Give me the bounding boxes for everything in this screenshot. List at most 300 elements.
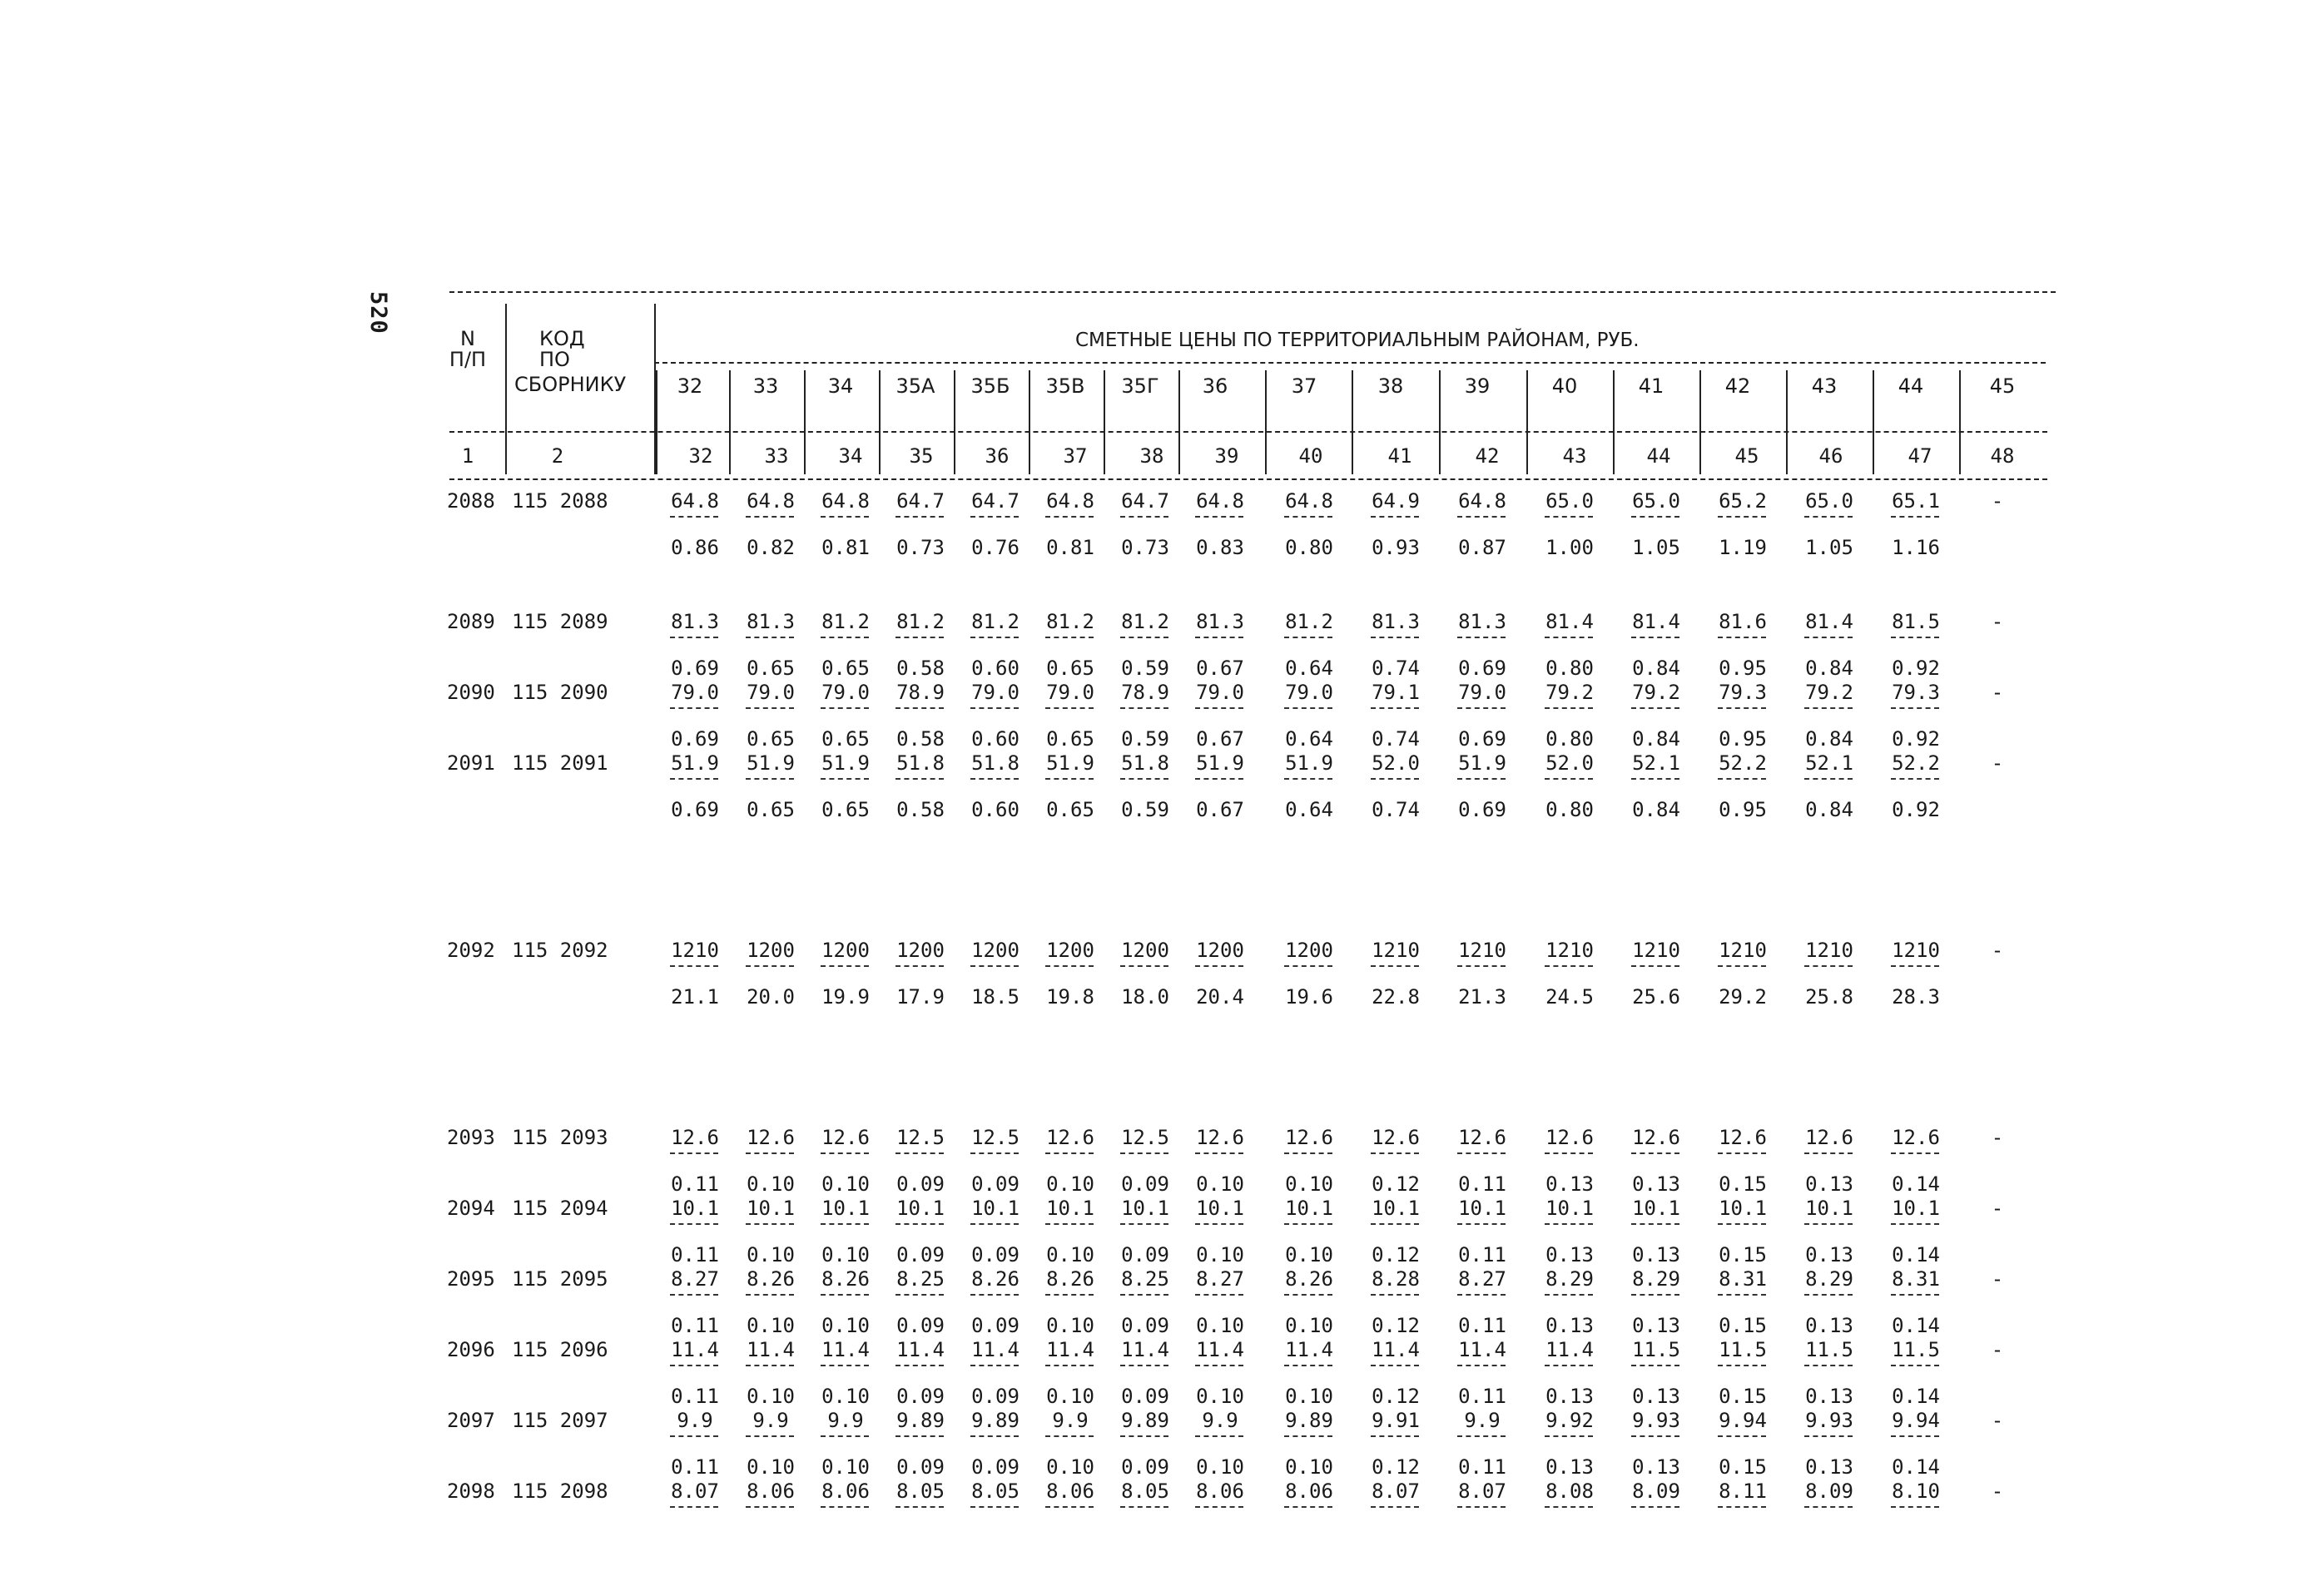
labor-value: 0.10 [1285, 1172, 1333, 1196]
labor-value: 0.09 [896, 1172, 945, 1196]
fraction-bar [895, 1152, 944, 1154]
empty-dash: - [1991, 1480, 2004, 1503]
price-value: 11.4 [1121, 1338, 1169, 1361]
fraction-bar [1631, 637, 1679, 638]
empty-dash: - [1991, 1126, 2004, 1149]
labor-value: 0.13 [1545, 1314, 1594, 1337]
region-label: 34 [827, 374, 854, 398]
fraction-bar [1284, 707, 1332, 709]
fraction-bar [1045, 707, 1094, 709]
fraction-bar [1120, 1435, 1168, 1437]
price-value: 11.4 [971, 1338, 1020, 1361]
fraction-bar [1120, 965, 1168, 967]
price-value: 64.7 [896, 489, 945, 513]
price-value: 11.4 [1458, 1338, 1506, 1361]
price-value: 81.5 [1892, 610, 1940, 633]
labor-value: 0.09 [971, 1455, 1020, 1479]
fraction-bar [821, 1294, 869, 1296]
price-value: 9.94 [1719, 1409, 1767, 1432]
labor-value: 0.12 [1372, 1385, 1420, 1408]
fraction-bar [1120, 778, 1168, 780]
fraction-bar [1284, 1294, 1332, 1296]
header-n-label-line2: П/П [449, 348, 487, 371]
price-value: 1200 [821, 939, 870, 962]
fraction-bar [670, 1435, 718, 1437]
price-value: 12.6 [1805, 1126, 1853, 1149]
row-number: 2095 [447, 1267, 495, 1291]
rule-vertical-n [505, 304, 507, 474]
price-value: 81.2 [1285, 610, 1333, 633]
labor-value: 0.10 [1196, 1385, 1244, 1408]
labor-value: 0.74 [1372, 657, 1420, 680]
labor-value: 19.6 [1285, 985, 1333, 1009]
fraction-bar [895, 965, 944, 967]
fraction-bar [1718, 1152, 1766, 1154]
price-value: 81.2 [971, 610, 1020, 633]
fraction-bar [746, 516, 794, 518]
fraction-bar [1045, 516, 1094, 518]
price-value: 8.06 [1285, 1480, 1333, 1503]
price-value: 8.28 [1372, 1267, 1420, 1291]
labor-value: 0.11 [671, 1385, 719, 1408]
price-value: 79.2 [1632, 681, 1680, 704]
fraction-bar [1545, 1294, 1593, 1296]
fraction-bar [1195, 1223, 1243, 1225]
fraction-bar [1457, 965, 1506, 967]
labor-value: 0.67 [1196, 727, 1244, 751]
fraction-bar [970, 778, 1019, 780]
price-value: 65.2 [1719, 489, 1767, 513]
labor-value: 0.84 [1632, 798, 1680, 821]
rule-vertical-region [1786, 370, 1788, 474]
price-value: 9.93 [1632, 1409, 1680, 1432]
column-number: 42 [1475, 444, 1500, 468]
fraction-bar [746, 1294, 794, 1296]
price-value: 10.1 [747, 1197, 795, 1220]
fraction-bar [1631, 1506, 1679, 1508]
price-value: 1210 [1545, 939, 1594, 962]
fraction-bar [895, 637, 944, 638]
price-value: 10.1 [821, 1197, 870, 1220]
fraction-bar [1045, 1223, 1094, 1225]
price-value: 9.9 [1202, 1409, 1238, 1432]
fraction-bar [1195, 1435, 1243, 1437]
fraction-bar [1718, 1223, 1766, 1225]
labor-value: 0.13 [1805, 1172, 1853, 1196]
price-value: 11.4 [1196, 1338, 1244, 1361]
price-value: 51.8 [896, 751, 945, 775]
fraction-bar [1718, 1435, 1766, 1437]
fraction-bar [1631, 1435, 1679, 1437]
price-value: 64.7 [1121, 489, 1169, 513]
labor-value: 0.64 [1285, 798, 1333, 821]
labor-value: 0.11 [1458, 1243, 1506, 1266]
labor-value: 0.69 [1458, 798, 1506, 821]
labor-value: 0.10 [747, 1385, 795, 1408]
region-label: 37 [1291, 374, 1317, 398]
fraction-bar [746, 1223, 794, 1225]
fraction-bar [821, 1152, 869, 1154]
labor-value: 0.65 [821, 727, 870, 751]
labor-value: 0.10 [821, 1314, 870, 1337]
labor-value: 0.15 [1719, 1455, 1767, 1479]
price-value: 78.9 [896, 681, 945, 704]
rule-vertical-region [804, 370, 806, 474]
fraction-bar [1545, 1152, 1593, 1154]
labor-value: 0.59 [1121, 657, 1169, 680]
row-number: 2090 [447, 681, 495, 704]
labor-value: 0.60 [971, 798, 1020, 821]
price-value: 8.27 [671, 1267, 719, 1291]
region-label: 42 [1724, 374, 1751, 398]
price-value: 8.07 [671, 1480, 719, 1503]
labor-value: 0.09 [971, 1314, 1020, 1337]
labor-value: 0.09 [1121, 1243, 1169, 1266]
labor-value: 0.10 [1285, 1314, 1333, 1337]
column-number: 38 [1139, 444, 1164, 468]
price-value: 8.27 [1196, 1267, 1244, 1291]
fraction-bar [970, 1506, 1019, 1508]
price-value: 8.25 [896, 1267, 945, 1291]
price-value: 8.05 [896, 1480, 945, 1503]
fraction-bar [1045, 637, 1094, 638]
price-value: 10.1 [896, 1197, 945, 1220]
fraction-bar [746, 1365, 794, 1366]
price-value: 12.6 [1458, 1126, 1506, 1149]
labor-value: 0.93 [1372, 536, 1420, 559]
labor-value: 0.65 [1046, 657, 1094, 680]
labor-value: 21.1 [671, 985, 719, 1009]
labor-value: 0.60 [971, 657, 1020, 680]
row-code: 115 2089 [512, 610, 608, 633]
fraction-bar [746, 965, 794, 967]
labor-value: 0.82 [747, 536, 795, 559]
rule-vertical-region [1613, 370, 1615, 474]
labor-value: 0.15 [1719, 1314, 1767, 1337]
empty-dash: - [1991, 681, 2004, 704]
rule-vertical-region [879, 370, 881, 474]
price-value: 9.94 [1892, 1409, 1940, 1432]
labor-value: 0.13 [1632, 1385, 1680, 1408]
labor-value: 20.4 [1196, 985, 1244, 1009]
price-value: 1210 [1632, 939, 1680, 962]
labor-value: 0.10 [1196, 1243, 1244, 1266]
price-value: 81.3 [1372, 610, 1420, 633]
fraction-bar [1545, 1365, 1593, 1366]
header-code-label-line2: ПО [539, 348, 570, 371]
price-value: 12.6 [1632, 1126, 1680, 1149]
price-value: 10.1 [1632, 1197, 1680, 1220]
price-value: 10.1 [971, 1197, 1020, 1220]
header-n-label-line1: N [460, 327, 475, 350]
labor-value: 1.00 [1545, 536, 1594, 559]
fraction-bar [1891, 707, 1939, 709]
labor-value: 0.13 [1545, 1172, 1594, 1196]
price-value: 8.07 [1458, 1480, 1506, 1503]
row-code: 115 2090 [512, 681, 608, 704]
labor-value: 29.2 [1719, 985, 1767, 1009]
price-value: 11.4 [821, 1338, 870, 1361]
price-value: 81.3 [1458, 610, 1506, 633]
fraction-bar [1284, 1435, 1332, 1437]
price-value: 1200 [1285, 939, 1333, 962]
price-value: 10.1 [1121, 1197, 1169, 1220]
labor-value: 0.73 [896, 536, 945, 559]
fraction-bar [821, 1223, 869, 1225]
price-value: 9.9 [752, 1409, 789, 1432]
labor-value: 0.69 [671, 798, 719, 821]
price-value: 64.8 [671, 489, 719, 513]
labor-value: 0.58 [896, 798, 945, 821]
labor-value: 0.11 [1458, 1314, 1506, 1337]
price-value: 81.2 [821, 610, 870, 633]
price-value: 11.4 [1372, 1338, 1420, 1361]
price-value: 81.2 [1121, 610, 1169, 633]
labor-value: 0.10 [1046, 1385, 1094, 1408]
price-value: 9.91 [1372, 1409, 1420, 1432]
header-title: СМЕТНЫЕ ЦЕНЫ ПО ТЕРРИТОРИАЛЬНЫМ РАЙОНАМ, РУБ. [1075, 330, 1640, 351]
fraction-bar [1545, 707, 1593, 709]
labor-value: 0.69 [671, 727, 719, 751]
labor-value: 0.58 [896, 727, 945, 751]
labor-value: 0.84 [1805, 727, 1853, 751]
price-value: 79.0 [1285, 681, 1333, 704]
price-value: 52.2 [1719, 751, 1767, 775]
fraction-bar [1457, 1506, 1506, 1508]
column-number: 44 [1646, 444, 1671, 468]
fraction-bar [1804, 1365, 1853, 1366]
fraction-bar [1718, 1506, 1766, 1508]
price-value: 51.9 [671, 751, 719, 775]
header-code-label-line3: СБОРНИКУ [514, 373, 627, 396]
labor-value: 0.84 [1632, 727, 1680, 751]
fraction-bar [1891, 1223, 1939, 1225]
empty-dash: - [1991, 489, 2004, 513]
fraction-bar [1718, 707, 1766, 709]
column-number: 32 [688, 444, 713, 468]
price-value: 8.26 [821, 1267, 870, 1291]
price-value: 64.8 [1458, 489, 1506, 513]
fraction-bar [746, 1152, 794, 1154]
price-value: 8.06 [747, 1480, 795, 1503]
price-value: 51.8 [971, 751, 1020, 775]
header-code-label-line1: КОД [539, 327, 585, 350]
labor-value: 0.10 [821, 1243, 870, 1266]
price-value: 11.4 [671, 1338, 719, 1361]
price-value: 12.6 [1196, 1126, 1244, 1149]
fraction-bar [1804, 1294, 1853, 1296]
price-value: 8.05 [971, 1480, 1020, 1503]
column-number: 35 [909, 444, 934, 468]
price-value: 10.1 [1805, 1197, 1853, 1220]
price-value: 11.4 [1285, 1338, 1333, 1361]
fraction-bar [1371, 1223, 1419, 1225]
fraction-bar [670, 707, 718, 709]
labor-value: 0.86 [671, 536, 719, 559]
labor-value: 0.69 [1458, 727, 1506, 751]
price-value: 8.26 [747, 1267, 795, 1291]
price-value: 8.26 [971, 1267, 1020, 1291]
column-number: 45 [1734, 444, 1759, 468]
price-value: 11.4 [747, 1338, 795, 1361]
labor-value: 0.81 [821, 536, 870, 559]
price-value: 8.08 [1545, 1480, 1594, 1503]
price-value: 10.1 [1046, 1197, 1094, 1220]
labor-value: 0.10 [1196, 1172, 1244, 1196]
price-value: 9.9 [677, 1409, 713, 1432]
fraction-bar [1195, 707, 1243, 709]
fraction-bar [895, 1506, 944, 1508]
fraction-bar [1045, 1506, 1094, 1508]
fraction-bar [1457, 1223, 1506, 1225]
price-value: 52.2 [1892, 751, 1940, 775]
price-value: 1210 [1719, 939, 1767, 962]
price-value: 1200 [971, 939, 1020, 962]
price-value: 8.31 [1719, 1267, 1767, 1291]
fraction-bar [1718, 1365, 1766, 1366]
labor-value: 19.9 [821, 985, 870, 1009]
labor-value: 0.13 [1545, 1455, 1594, 1479]
price-value: 8.29 [1805, 1267, 1853, 1291]
fraction-bar [821, 637, 869, 638]
price-value: 9.89 [896, 1409, 945, 1432]
labor-value: 22.8 [1372, 985, 1420, 1009]
fraction-bar [970, 1152, 1019, 1154]
fraction-bar [746, 1506, 794, 1508]
price-value: 1200 [1196, 939, 1244, 962]
fraction-bar [1284, 965, 1332, 967]
fraction-bar [970, 707, 1019, 709]
price-value: 12.6 [1372, 1126, 1420, 1149]
labor-value: 0.12 [1372, 1455, 1420, 1479]
price-value: 1200 [1046, 939, 1094, 962]
column-number: 40 [1298, 444, 1323, 468]
price-value: 51.8 [1121, 751, 1169, 775]
fraction-bar [1718, 778, 1766, 780]
fraction-bar [1804, 516, 1853, 518]
row-code: 115 2093 [512, 1126, 608, 1149]
fraction-bar [1120, 707, 1168, 709]
fraction-bar [1371, 1152, 1419, 1154]
labor-value: 0.81 [1046, 536, 1094, 559]
price-value: 8.31 [1892, 1267, 1940, 1291]
price-value: 8.26 [1046, 1267, 1094, 1291]
fraction-bar [970, 1435, 1019, 1437]
price-value: 8.09 [1805, 1480, 1853, 1503]
row-number: 2092 [447, 939, 495, 962]
price-value: 51.9 [821, 751, 870, 775]
column-number: 47 [1908, 444, 1932, 468]
fraction-bar [1804, 1435, 1853, 1437]
labor-value: 0.10 [747, 1455, 795, 1479]
labor-value: 0.14 [1892, 1385, 1940, 1408]
column-number: 33 [764, 444, 789, 468]
labor-value: 0.09 [896, 1243, 945, 1266]
labor-value: 0.74 [1372, 727, 1420, 751]
labor-value: 0.15 [1719, 1385, 1767, 1408]
column-number: 34 [838, 444, 863, 468]
column-number: 2 [551, 444, 564, 468]
price-value: 11.4 [1046, 1338, 1094, 1361]
fraction-bar [1891, 1294, 1939, 1296]
price-value: 79.0 [1196, 681, 1244, 704]
fraction-bar [1195, 1365, 1243, 1366]
fraction-bar [1045, 1365, 1094, 1366]
price-value: 81.3 [1196, 610, 1244, 633]
labor-value: 0.65 [821, 657, 870, 680]
labor-value: 0.10 [1285, 1243, 1333, 1266]
fraction-bar [895, 778, 944, 780]
price-value: 64.8 [821, 489, 870, 513]
price-value: 10.1 [671, 1197, 719, 1220]
column-number: 46 [1818, 444, 1843, 468]
price-value: 64.9 [1372, 489, 1420, 513]
labor-value: 0.64 [1285, 727, 1333, 751]
labor-value: 0.11 [1458, 1172, 1506, 1196]
price-value: 81.3 [747, 610, 795, 633]
fraction-bar [1195, 1506, 1243, 1508]
empty-dash: - [1991, 1197, 2004, 1220]
price-value: 1210 [671, 939, 719, 962]
price-value: 11.5 [1892, 1338, 1940, 1361]
labor-value: 25.8 [1805, 985, 1853, 1009]
fraction-bar [1545, 1223, 1593, 1225]
fraction-bar [821, 778, 869, 780]
labor-value: 0.14 [1892, 1172, 1940, 1196]
price-value: 51.9 [1196, 751, 1244, 775]
fraction-bar [1045, 1435, 1094, 1437]
price-value: 12.6 [1545, 1126, 1594, 1149]
price-value: 8.06 [821, 1480, 870, 1503]
labor-value: 25.6 [1632, 985, 1680, 1009]
labor-value: 19.8 [1046, 985, 1094, 1009]
fraction-bar [895, 1365, 944, 1366]
rule-header-bottom [449, 478, 2047, 480]
fraction-bar [1718, 965, 1766, 967]
labor-value: 1.19 [1719, 536, 1767, 559]
fraction-bar [1195, 637, 1243, 638]
price-value: 79.0 [821, 681, 870, 704]
labor-value: 0.64 [1285, 657, 1333, 680]
fraction-bar [1284, 778, 1332, 780]
rule-vertical-region [1959, 370, 1961, 474]
empty-dash: - [1991, 939, 2004, 962]
price-value: 8.06 [1046, 1480, 1094, 1503]
labor-value: 0.10 [1046, 1314, 1094, 1337]
fraction-bar [670, 1152, 718, 1154]
price-value: 10.1 [1458, 1197, 1506, 1220]
price-value: 8.05 [1121, 1480, 1169, 1503]
fraction-bar [1284, 1365, 1332, 1366]
fraction-bar [1804, 965, 1853, 967]
labor-value: 0.84 [1632, 657, 1680, 680]
price-value: 81.2 [896, 610, 945, 633]
fraction-bar [1195, 965, 1243, 967]
labor-value: 0.09 [1121, 1455, 1169, 1479]
fraction-bar [1371, 516, 1419, 518]
column-number: 43 [1562, 444, 1587, 468]
rule-vertical-region [1873, 370, 1874, 474]
labor-value: 0.10 [1046, 1243, 1094, 1266]
price-value: 1200 [747, 939, 795, 962]
labor-value: 0.09 [971, 1243, 1020, 1266]
price-value: 64.8 [747, 489, 795, 513]
labor-value: 0.14 [1892, 1455, 1940, 1479]
price-value: 1210 [1892, 939, 1940, 962]
labor-value: 0.84 [1805, 798, 1853, 821]
price-value: 8.11 [1719, 1480, 1767, 1503]
fraction-bar [1371, 637, 1419, 638]
